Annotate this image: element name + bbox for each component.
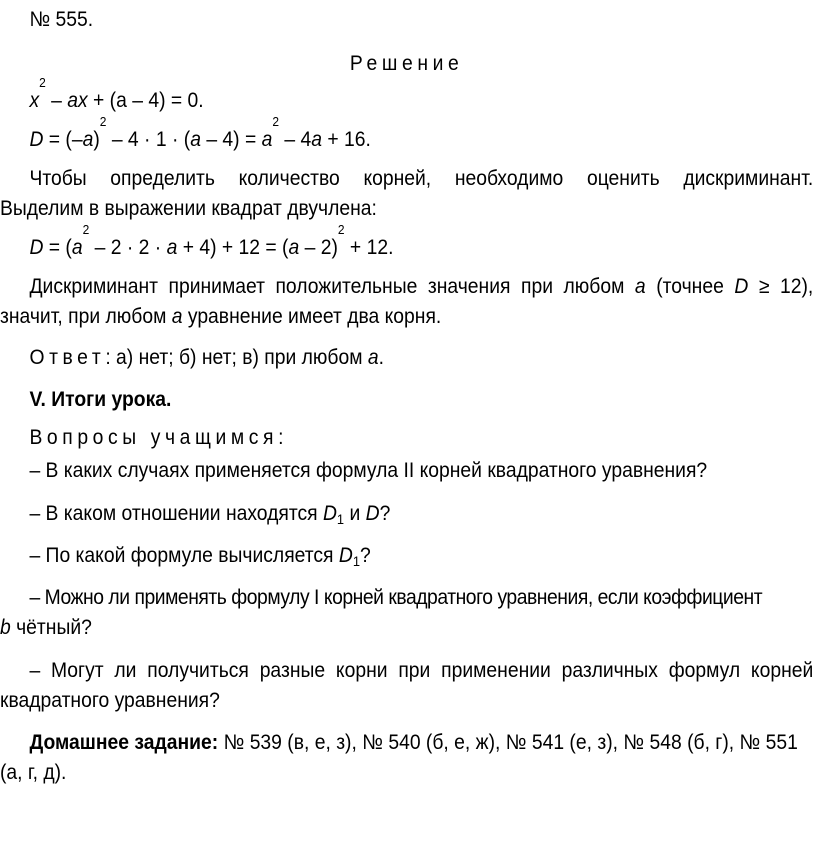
q-text: ?: [379, 502, 391, 525]
eq-rest: + (a – 4) = 0.: [87, 89, 204, 112]
q-d: D: [322, 502, 337, 525]
c-d: D: [734, 275, 749, 298]
square-formula: [29, 222, 394, 263]
d-a: a: [190, 128, 201, 151]
eq-sq: 2: [39, 75, 46, 90]
d-part: – 4: [279, 128, 312, 151]
q-b: b: [0, 616, 11, 639]
c-text: уравнение имеет два корня.: [182, 305, 442, 328]
d-part: – 4 · 1 · (: [106, 128, 191, 151]
explanation-line-2: Выделим в выражении квадрат двучлена:: [0, 197, 377, 220]
c-a: a: [171, 305, 183, 328]
homework-line-1: [29, 728, 797, 758]
eq-minus: –: [45, 89, 68, 112]
question-1: – В каких случаях применяется формула II корней квадратного уравнения?: [29, 459, 708, 482]
q-d: D: [365, 502, 380, 525]
s-a: a: [166, 236, 178, 259]
q-text: ?: [360, 544, 371, 567]
questions-label: [29, 423, 283, 453]
summary-heading: V. Итоги урока.: [29, 388, 172, 411]
d-part: = (–: [43, 128, 83, 151]
answer-label: Ответ: [29, 346, 106, 369]
s-a: a: [288, 236, 300, 259]
s-part: – 2 · 2 ·: [89, 236, 167, 259]
eq-ax: ax: [67, 89, 88, 112]
q-text: и: [344, 502, 366, 525]
q-text: чётный?: [10, 616, 92, 639]
problem-number: № 555.: [29, 8, 94, 31]
answer-text: : а) нет; б) нет; в) при любом: [105, 346, 368, 369]
question-4-line-1: – Можно ли применять формулу I корней квадратного уравнения, если коэффициент: [29, 586, 763, 609]
s-a: a: [71, 236, 83, 259]
d-part: ): [93, 128, 100, 151]
c-text: ≥ 12),: [748, 275, 814, 298]
s-part: + 12.: [344, 236, 394, 259]
d-part: + 16.: [322, 128, 371, 151]
d-a: a: [82, 128, 94, 151]
s-d: D: [29, 236, 44, 259]
question-5-line-2: квадратного уравнения?: [0, 689, 220, 712]
questions-label-text: Вопросы учащимся: [29, 426, 279, 449]
d-sq: 2: [272, 114, 280, 129]
question-4-line-2: [0, 613, 92, 643]
s-part: = (: [43, 236, 72, 259]
questions-label-colon: :: [278, 426, 284, 449]
d-a: a: [261, 128, 273, 151]
c-text: Дискриминант принимает положительные значения при любом: [29, 275, 635, 298]
d-symbol: D: [29, 128, 44, 151]
s-part: – 2): [299, 236, 338, 259]
s-sq: 2: [337, 222, 345, 237]
s-part: + 4) + 12 = (: [177, 236, 289, 259]
q-text: – В каком отношении находятся: [29, 502, 323, 525]
c-text: значит, при любом: [0, 305, 172, 328]
q-sub: 1: [352, 553, 361, 569]
discriminant-formula: [29, 114, 371, 155]
answer-end: .: [378, 346, 384, 369]
q-d: D: [338, 544, 353, 567]
conclusion-line-2: [0, 302, 441, 332]
question-2: [29, 499, 390, 529]
s-sq: 2: [82, 222, 90, 237]
q-text: – По какой формуле вычисляется: [29, 544, 339, 567]
d-a: a: [311, 128, 323, 151]
eq-x: x: [29, 89, 40, 112]
answer: [29, 343, 384, 373]
d-part: – 4) =: [200, 128, 262, 151]
homework-label: Домашнее задание:: [29, 731, 219, 754]
question-3: [29, 541, 370, 571]
q-sub: 1: [336, 511, 345, 527]
c-text: (точнее: [645, 275, 735, 298]
explanation-line-1: Чтобы определить количество корней, необходимо оценить дискриминант.: [29, 167, 814, 190]
homework-text: № 539 (в, е, з), № 540 (б, е, ж), № 541 (е, з), № 548 (б, г), № 551: [218, 731, 798, 754]
question-5-line-1: – Могут ли получиться разные корни при применении различных формул корней: [29, 659, 814, 682]
answer-a: a: [367, 346, 379, 369]
conclusion-line-1: [29, 272, 813, 302]
solution-heading: Решение: [349, 52, 464, 75]
d-sq: 2: [99, 114, 107, 129]
homework-line-2: (а, г, д).: [0, 761, 67, 784]
equation: [29, 75, 204, 116]
c-a: a: [634, 275, 646, 298]
